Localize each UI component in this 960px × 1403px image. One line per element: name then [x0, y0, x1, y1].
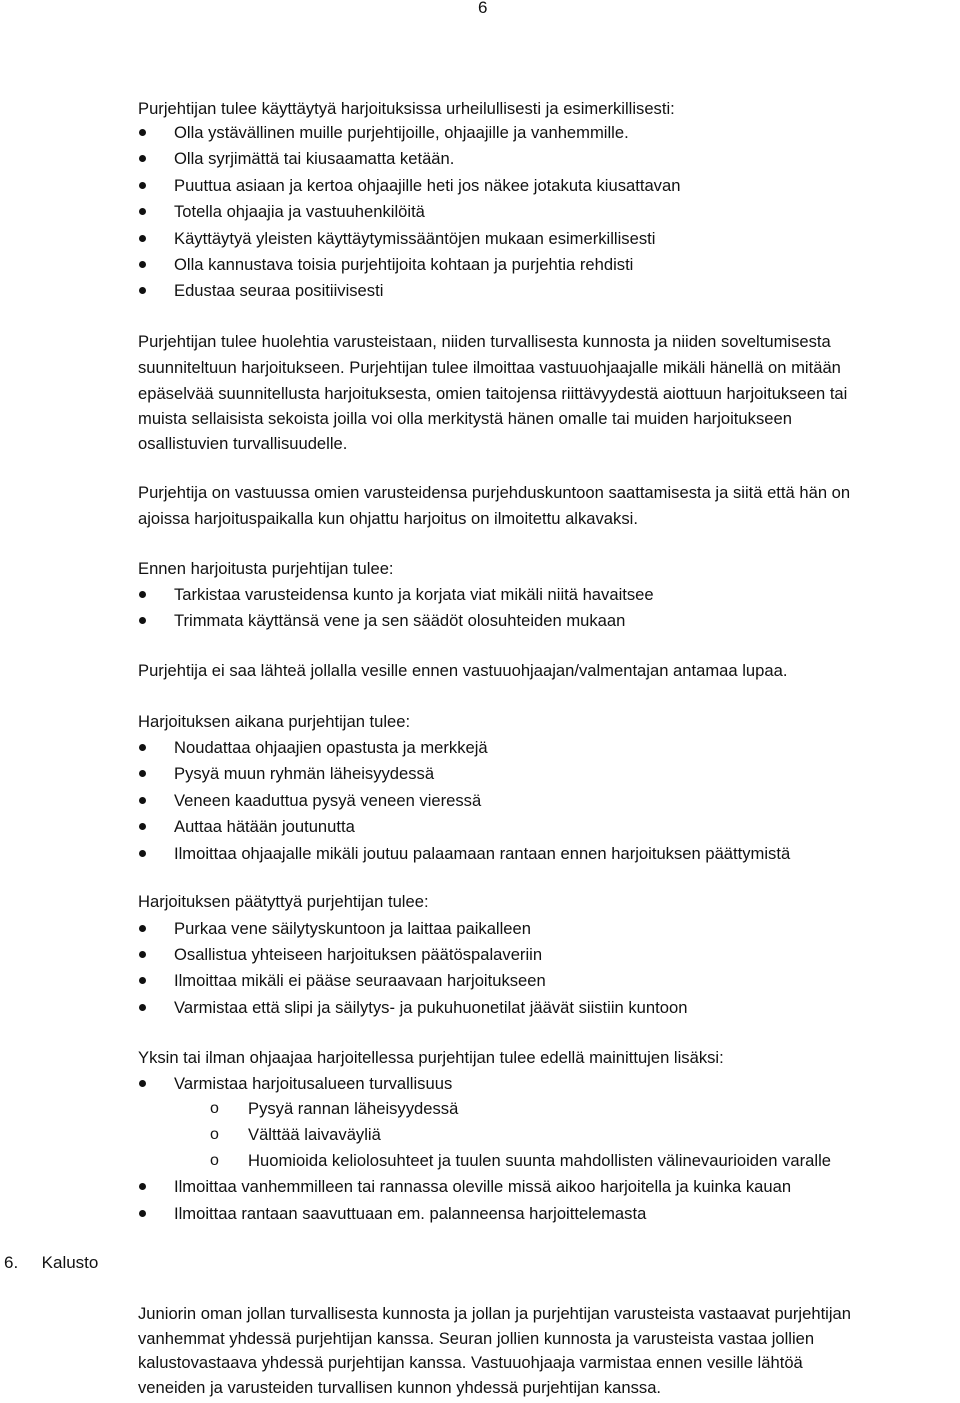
paragraph-line: osallistuvien turvallisuudelle. [138, 434, 348, 453]
bullet-icon [139, 850, 146, 857]
paragraph-line: kalustovastaava yhdessä purjehtijan kanssa. Vastuuohjaaja varmistaa ennen vesille lähtöä [138, 1353, 803, 1372]
bullet-icon [139, 129, 146, 136]
bullet-icon [139, 617, 146, 624]
bullet-icon [139, 591, 146, 598]
paragraph-line: epäselvää suunnitellusta harjoituksesta, omien taitojensa riittävyydestä aiottuun harjoitukseen tai [138, 384, 848, 403]
section-number: 6. [4, 1253, 19, 1272]
bullet-icon [139, 770, 146, 777]
bullet-icon [139, 1210, 146, 1217]
bullet-icon [139, 1183, 146, 1190]
section-title: Kalusto [41, 1253, 99, 1272]
bullet-icon [139, 182, 146, 189]
paragraph-line: ajoissa harjoituspaikalla kun ohjattu harjoitus on ilmoitettu alkavaksi. [138, 509, 638, 528]
circle-bullet-icon: o [210, 1152, 219, 1169]
circle-bullet-icon: o [210, 1100, 219, 1117]
bullet-icon [139, 1080, 146, 1087]
bullet-icon [139, 1004, 146, 1011]
paragraph-line: Purjehtijan tulee huolehtia varusteistaan, niiden turvallisesta kunnosta ja niiden soveltumisesta [138, 332, 831, 351]
intro-text: Purjehtijan tulee käyttäytyä harjoituksissa urheilullisesti ja esimerkillisesti: [138, 99, 675, 118]
bullet-icon [139, 287, 146, 294]
bullet-icon [139, 823, 146, 830]
section-title: Yksin tai ilman ohjaajaa harjoitellessa purjehtijan tulee edellä mainittujen lisäksi: [138, 1048, 724, 1067]
bullet-icon [139, 744, 146, 751]
section-title: Harjoituksen päätyttyä purjehtijan tulee: [138, 892, 429, 911]
departure-rule: Purjehtija ei saa lähteä jollalla vesille ennen vastuuohjaajan/valmentajan antamaa lupaa. [138, 661, 788, 680]
bullet-icon [139, 797, 146, 804]
section-title: Harjoituksen aikana purjehtijan tulee: [138, 712, 411, 731]
circle-bullet-icon: o [210, 1126, 219, 1143]
bullet-icon [139, 235, 146, 242]
paragraph-line: muista sellaisista sekoista joilla voi olla merkitystä hänen omalle tai muiden harjoitukseen [138, 409, 792, 428]
bullet-icon [139, 977, 146, 984]
section-title: Ennen harjoitusta purjehtijan tulee: [138, 559, 394, 578]
paragraph-line: suunniteltuun harjoitukseen. Purjehtijan tulee ilmoittaa vastuuohjaajalle mikäli hänellä on mitään [138, 358, 841, 377]
bullet-icon [139, 951, 146, 958]
paragraph-line: veneiden ja varusteiden turvallisen kunnon yhdessä purjehtijan kanssa. [138, 1378, 662, 1397]
paragraph-line: Purjehtija on vastuussa omien varusteidensa purjehduskuntoon saattamisesta ja siitä että hän on [138, 483, 851, 502]
bullet-icon [139, 155, 146, 162]
paragraph-line: Juniorin oman jollan turvallisesta kunnosta ja jollan ja purjehtijan varusteista vastaavat purjehtijan [138, 1304, 852, 1323]
bullet-icon [139, 261, 146, 268]
bullet-icon [139, 208, 146, 215]
bullet-icon [139, 925, 146, 932]
section-heading [4, 1251, 98, 1275]
paragraph-line: vanhemmat yhdessä purjehtijan kanssa. Seuran jollien kunnosta ja varusteista vastaa jollien [138, 1329, 815, 1348]
page-number: 6 [478, 0, 488, 17]
